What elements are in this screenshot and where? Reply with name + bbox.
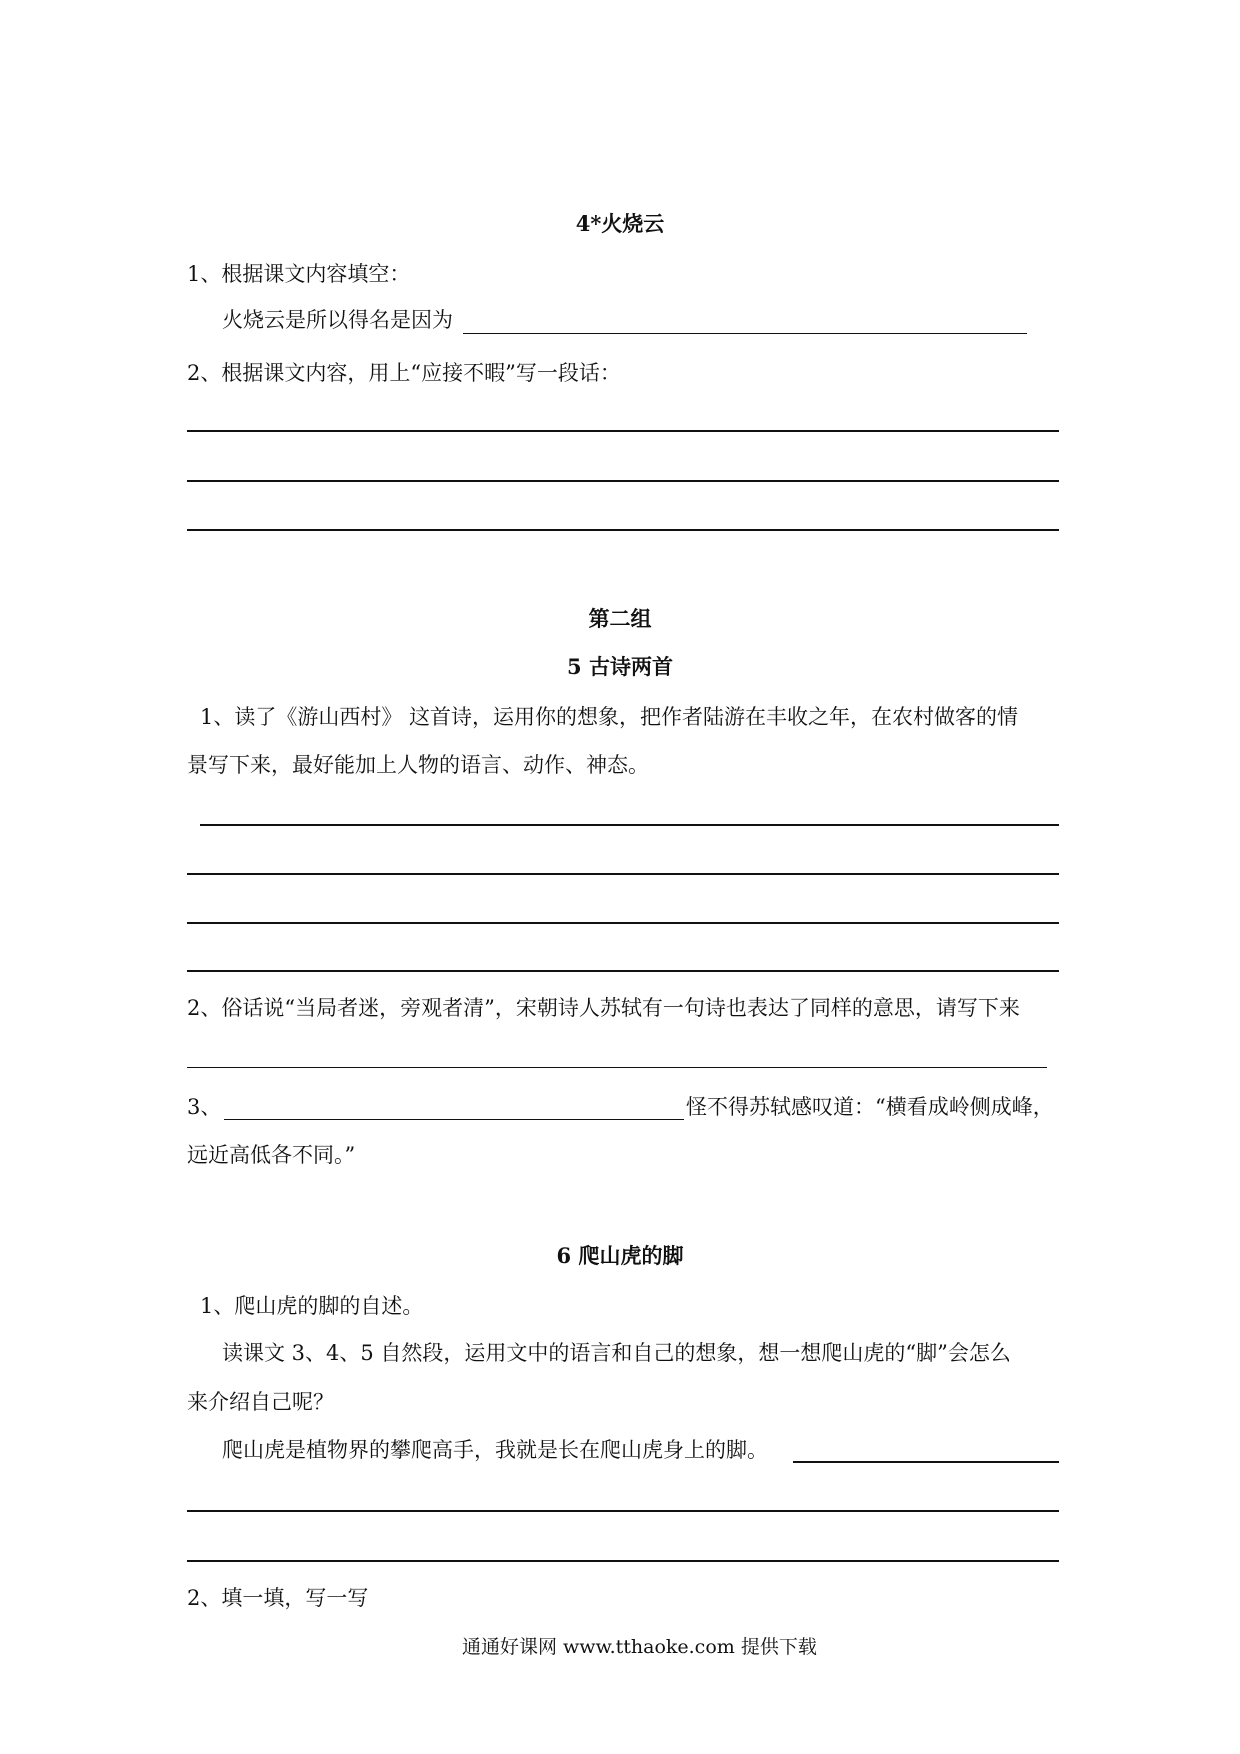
q2-answer-blank[interactable] (187, 1067, 1047, 1068)
answer-line[interactable] (187, 430, 1059, 432)
section-4-q2-label: 2、根据课文内容，用上“应接不暇”写一段话： (187, 361, 621, 385)
section-6-q1-instr-line2: 来介绍自己呢？ (187, 1390, 334, 1414)
section-6-q1-instr-line1: 读课文 3、4、5 自然段，运用文中的语言和自己的想象，想一想爬山虎的“脚”会怎么 (222, 1341, 1011, 1365)
answer-line[interactable] (200, 824, 1059, 826)
section-6-title: 6 爬山虎的脚 (556, 1243, 684, 1268)
section-4-q1-label: 1、根据课文内容填空： (187, 262, 411, 286)
section-5-title: 5 古诗两首 (567, 654, 673, 679)
section-6-q1-label: 1、爬山虎的脚的自述。 (200, 1294, 424, 1318)
group-2-heading: 第二组 (588, 606, 652, 631)
section-5-q1-line1: 1、读了《游山西村》 这首诗，运用你的想象，把作者陆游在丰收之年，在农村做客的情 (200, 705, 1019, 729)
section-5-q3-line2: 远近高低各不同。” (187, 1143, 356, 1167)
answer-line[interactable] (793, 1461, 1059, 1463)
q1-answer-blank[interactable] (463, 333, 1027, 334)
answer-line[interactable] (187, 529, 1059, 531)
answer-line[interactable] (187, 922, 1059, 924)
section-5-q1-line2: 景写下来，最好能加上人物的语言、动作、神态。 (187, 753, 649, 777)
section-6-q2-label: 2、填一填，写一写 (187, 1586, 369, 1610)
answer-line[interactable] (187, 970, 1059, 972)
footer-text: 通通好课网 www.tthaoke.com 提供下载 (462, 1636, 817, 1658)
section-6-q1-start: 爬山虎是植物界的攀爬高手，我就是长在爬山虎身上的脚。 (222, 1438, 768, 1462)
answer-line[interactable] (187, 873, 1059, 875)
q3-answer-blank[interactable] (224, 1119, 684, 1120)
answer-line[interactable] (187, 1560, 1059, 1562)
answer-line[interactable] (187, 1510, 1059, 1512)
section-5-q2-text: 2、俗话说“当局者迷，旁观者清”，宋朝诗人苏轼有一句诗也表达了同样的意思，请写下来 (187, 996, 1020, 1020)
section-5-q3-suffix: 怪不得苏轼感叹道：“横看成岭侧成峰， (686, 1095, 1054, 1119)
section-5-q3-prefix: 3、 (187, 1095, 222, 1119)
section-4-q1-text: 火烧云是所以得名是因为 (222, 308, 453, 332)
answer-line[interactable] (187, 480, 1059, 482)
section-4-title: 4*火烧云 (575, 211, 665, 236)
